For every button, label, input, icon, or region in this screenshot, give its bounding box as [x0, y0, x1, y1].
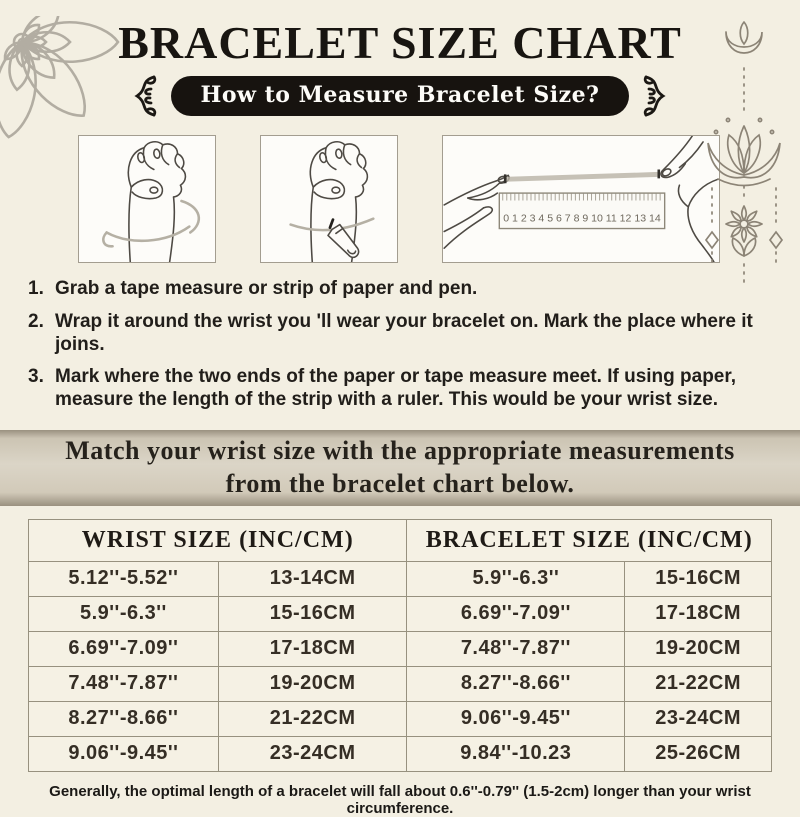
- ruler-numbers: 0 1 2 3 4 5 6 7 8 9 10 11 12 13 14: [503, 213, 662, 225]
- table-cell: 5.12''-5.52'': [29, 561, 219, 596]
- table-cell: 25-26CM: [625, 736, 772, 771]
- table-cell: 21-22CM: [625, 666, 772, 701]
- badge-row: [0, 74, 800, 118]
- match-size-banner: [0, 430, 800, 506]
- ornament-squiggle-left-icon: [128, 74, 158, 118]
- size-chart-table: [28, 519, 772, 772]
- table-cell: 19-20CM: [218, 666, 407, 701]
- table-cell: 9.06''-9.45'': [29, 736, 219, 771]
- table-cell: 6.69''-7.09'': [29, 631, 219, 666]
- table-cell: 15-16CM: [625, 561, 772, 596]
- table-cell: 17-18CM: [218, 631, 407, 666]
- instruction-list: [28, 278, 772, 412]
- table-cell: 23-24CM: [218, 736, 407, 771]
- table-cell: 8.27''-8.66'': [29, 701, 219, 736]
- page-title: BRACELET SIZE CHART: [118, 17, 682, 68]
- table-cell: 17-18CM: [625, 596, 772, 631]
- step-number: 2.: [28, 310, 44, 332]
- ornament-squiggle-right-icon: [642, 74, 672, 118]
- instruction-step: [28, 278, 772, 301]
- table-cell: 23-24CM: [625, 701, 772, 736]
- size-table-body: [29, 561, 772, 771]
- footer-note: Generally, the optimal length of a bracelet will fall about 0.6''-0.79'' (1.5-2cm) longer than your wrist circumference.: [49, 782, 751, 817]
- wrist-size-header: WRIST SIZE (INC/CM): [29, 519, 407, 561]
- instruction-step: [28, 366, 772, 412]
- step-number: 1.: [28, 278, 44, 299]
- table-cell: 9.84''-10.23: [407, 736, 625, 771]
- table-cell: 8.27''-8.66'': [407, 666, 625, 701]
- table-cell: 5.9''-6.3'': [29, 596, 219, 631]
- table-cell: 5.9''-6.3'': [407, 561, 625, 596]
- table-row: [29, 736, 772, 771]
- step-text: Wrap it around the wrist you 'll wear your bracelet on. Mark the place where it joins.: [55, 310, 753, 355]
- table-cell: 21-22CM: [218, 701, 407, 736]
- table-row: [29, 596, 772, 631]
- table-row: [29, 666, 772, 701]
- table-cell: 7.48''-7.87'': [29, 666, 219, 701]
- table-cell: 15-16CM: [218, 596, 407, 631]
- step-text: Grab a tape measure or strip of paper and pen.: [55, 278, 478, 299]
- table-row: [29, 561, 772, 596]
- step-number: 3.: [28, 366, 44, 388]
- step-text: Mark where the two ends of the paper or tape measure meet. If using paper, measure the length of the strip with a ruler. This would be your wrist size.: [55, 366, 737, 411]
- table-cell: 19-20CM: [625, 631, 772, 666]
- table-cell: 6.69''-7.09'': [407, 596, 625, 631]
- illustration-fist-pen-icon: [260, 135, 398, 263]
- illustration-row: [78, 135, 800, 263]
- illustration-fist-tape-icon: [78, 135, 216, 263]
- instruction-step: [28, 311, 772, 357]
- how-to-measure-badge: How to Measure Bracelet Size?: [171, 76, 630, 116]
- illustration-ruler-measure-icon: [442, 135, 720, 263]
- table-cell: 7.48''-7.87'': [407, 631, 625, 666]
- table-header-row: [29, 519, 772, 561]
- table-row: [29, 701, 772, 736]
- banner-text: Match your wrist size with the appropriate measurements from the bracelet chart below.: [65, 436, 735, 498]
- table-cell: 13-14CM: [218, 561, 407, 596]
- bracelet-size-header: BRACELET SIZE (INC/CM): [407, 519, 772, 561]
- table-cell: 9.06''-9.45'': [407, 701, 625, 736]
- table-row: [29, 631, 772, 666]
